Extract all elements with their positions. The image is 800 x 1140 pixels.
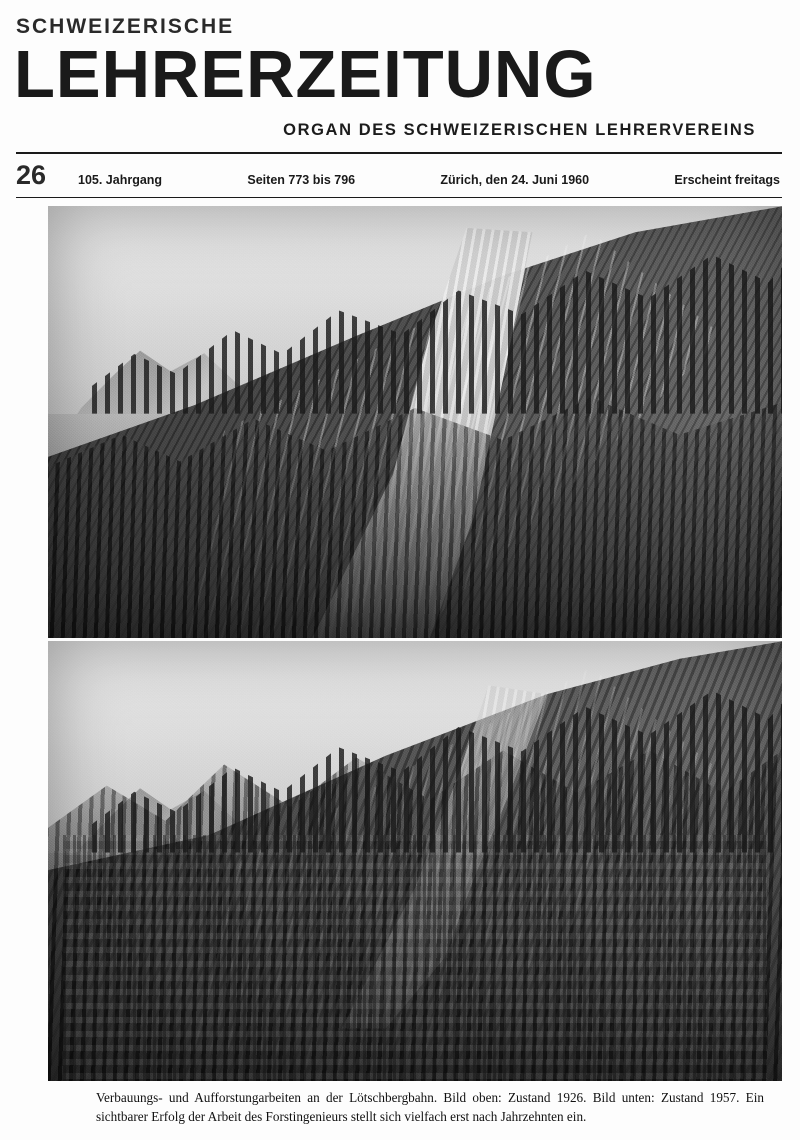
masthead-divider (16, 152, 782, 154)
masthead-wordmark: LEHRERZEITUNG (14, 37, 597, 112)
issue-number: 26 (16, 160, 47, 191)
issue-frequency: Erscheint freitags (674, 173, 780, 188)
issue-pages: Seiten 773 bis 796 (247, 173, 356, 188)
masthead-subtitle: ORGAN DES SCHWEIZERISCHEN LEHRERVEREINS (283, 121, 756, 140)
issue-bar (16, 160, 782, 191)
masthead-kicker: SCHWEIZERISCHE (16, 15, 235, 38)
issue-fields (78, 173, 782, 187)
masthead (0, 0, 800, 140)
issue-volume: 105. Jahrgang (78, 173, 163, 188)
cover-figure (48, 206, 782, 1125)
photo-bottom-1957 (48, 641, 782, 1081)
issue-divider (16, 197, 782, 198)
photo-top-1926 (48, 206, 782, 638)
photo-vignette (48, 641, 782, 1081)
figure-caption: Verbauungs- und Aufforstungarbeiten an der Lötschbergbahn. Bild oben: Zustand 1926. Bild unten: Zustand 1957. Ein sichtbarer Erfolg der Arbeit des Forstingenieurs stellt sich vielfach erst nach Jahrzehnten ein. (96, 1090, 764, 1124)
issue-place-date: Zürich, den 24. Juni 1960 (440, 173, 590, 188)
photo-vignette (48, 206, 782, 638)
